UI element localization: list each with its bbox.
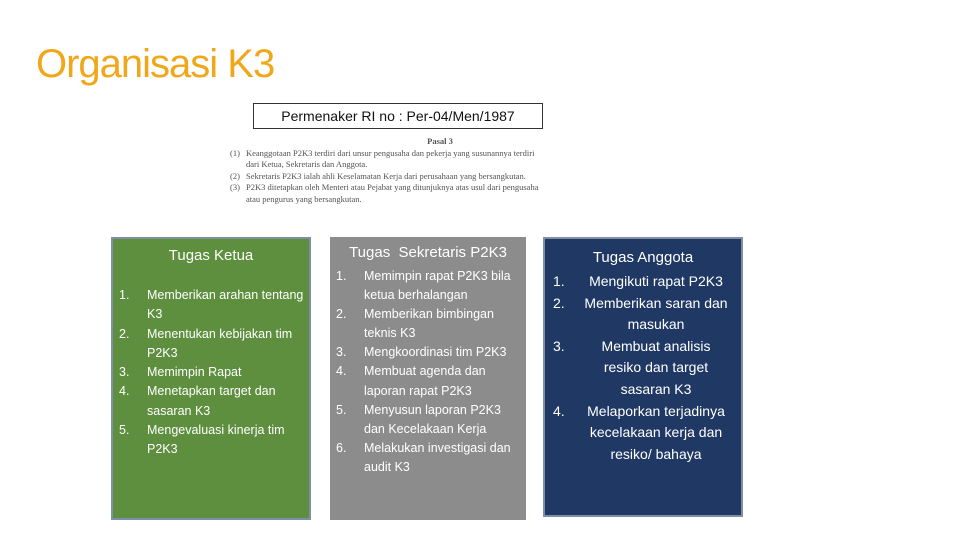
- list-text: Mengkoordinasi tim P2K3: [364, 345, 507, 360]
- pasal-item-number: (3): [230, 182, 240, 192]
- list-item: [336, 439, 524, 477]
- pasal-item-text: Sekretaris P2K3 ialah ahli Keselamatan Kerja dari perusahaan yang bersangkutan.: [246, 170, 526, 181]
- list-text: Memimpin rapat P2K3 bila ketua berhalangan: [364, 269, 511, 303]
- list-item: [336, 267, 524, 305]
- pasal-item-text: P2K3 ditetapkan oleh Menteri atau Pejabat yang ditunjuknya atas usul dari pengusaha: [246, 182, 539, 192]
- list-item: [553, 293, 741, 336]
- list-text: Membuat agenda dan laporan rapat P2K3: [364, 364, 486, 398]
- list-number: 6.: [336, 440, 347, 455]
- card-title: Tugas Ketua: [168, 247, 254, 264]
- list-item: [553, 336, 741, 401]
- pasal-excerpt: [230, 136, 610, 205]
- list-item: [336, 401, 524, 439]
- list-number: 5.: [336, 402, 347, 417]
- task-list: [113, 286, 309, 460]
- pasal-item: [230, 171, 610, 183]
- list-text: Memimpin Rapat: [147, 365, 242, 380]
- list-text: Menetapkan target dan sasaran K3: [147, 384, 276, 418]
- list-text: Memberikan saran dan masukan: [584, 294, 728, 333]
- list-number: 2.: [119, 326, 130, 341]
- list-number: 4.: [336, 364, 347, 379]
- page-title: Organisasi K3: [36, 42, 275, 86]
- list-number: 4.: [553, 402, 565, 419]
- list-item: [336, 362, 524, 400]
- tugas-sekretaris-card: [330, 237, 526, 520]
- list-number: 1.: [336, 269, 347, 283]
- list-item: [119, 382, 309, 421]
- card-title: Tugas Sekretaris P2K3: [349, 244, 507, 261]
- list-item: [553, 401, 741, 466]
- list-text: Melakukan investigasi dan audit K3: [364, 440, 511, 474]
- pasal-item-number: (2): [230, 170, 240, 181]
- list-number: 3.: [119, 365, 130, 380]
- list-number: 2.: [553, 294, 565, 311]
- pasal-item-text: Keanggotaan P2K3 terdiri dari unsur pengusaha dan pekerja yang susunannya terdiri: [246, 147, 535, 158]
- list-item: [336, 343, 524, 362]
- list-text: Mengikuti rapat P2K3: [589, 273, 723, 289]
- list-item: [119, 363, 309, 382]
- list-item: [336, 305, 524, 343]
- pasal-heading: Pasal 3: [427, 136, 453, 146]
- pasal-item: [230, 182, 610, 194]
- list-text: Memberikan bimbingan teknis K3: [364, 307, 494, 341]
- pasal-item-number: (1): [230, 147, 240, 158]
- list-number: 1.: [119, 288, 130, 302]
- list-text: Melaporkan terjadinya kecelakaan kerja dan resiko/ bahaya: [587, 402, 725, 462]
- list-text: Menyusun laporan P2K3 dan Kecelakaan Kerja: [364, 402, 501, 436]
- pasal-item: [230, 148, 610, 160]
- list-item: [119, 325, 309, 364]
- list-text: Mengevaluasi kinerja tim P2K3: [147, 423, 285, 457]
- regulation-label: [253, 103, 543, 129]
- list-text: Memberikan arahan tentang K3: [147, 288, 304, 322]
- list-number: 1.: [553, 273, 565, 289]
- task-list: [545, 271, 741, 465]
- list-number: 3.: [336, 345, 347, 360]
- list-number: 4.: [119, 384, 130, 399]
- list-item: [553, 271, 741, 293]
- list-number: 3.: [553, 337, 565, 354]
- tugas-ketua-card: [111, 237, 311, 520]
- regulation-text: Permenaker RI no : Per-04/Men/1987: [281, 108, 515, 124]
- list-text: Membuat analisis resiko dan target sasaran K3: [601, 337, 711, 397]
- list-item: [119, 421, 309, 460]
- pasal-item-text: dari Ketua, Sekretaris dan Anggota.: [246, 159, 368, 169]
- list-item: [119, 286, 309, 325]
- task-list: [332, 267, 524, 477]
- pasal-item-text: atau pengurus yang bersangkutan.: [246, 193, 362, 204]
- card-title: Tugas Anggota: [592, 249, 694, 266]
- list-number: 5.: [119, 423, 130, 438]
- list-number: 2.: [336, 307, 347, 322]
- list-text: Menentukan kebijakan tim P2K3: [147, 326, 293, 360]
- tugas-anggota-card: [543, 237, 743, 517]
